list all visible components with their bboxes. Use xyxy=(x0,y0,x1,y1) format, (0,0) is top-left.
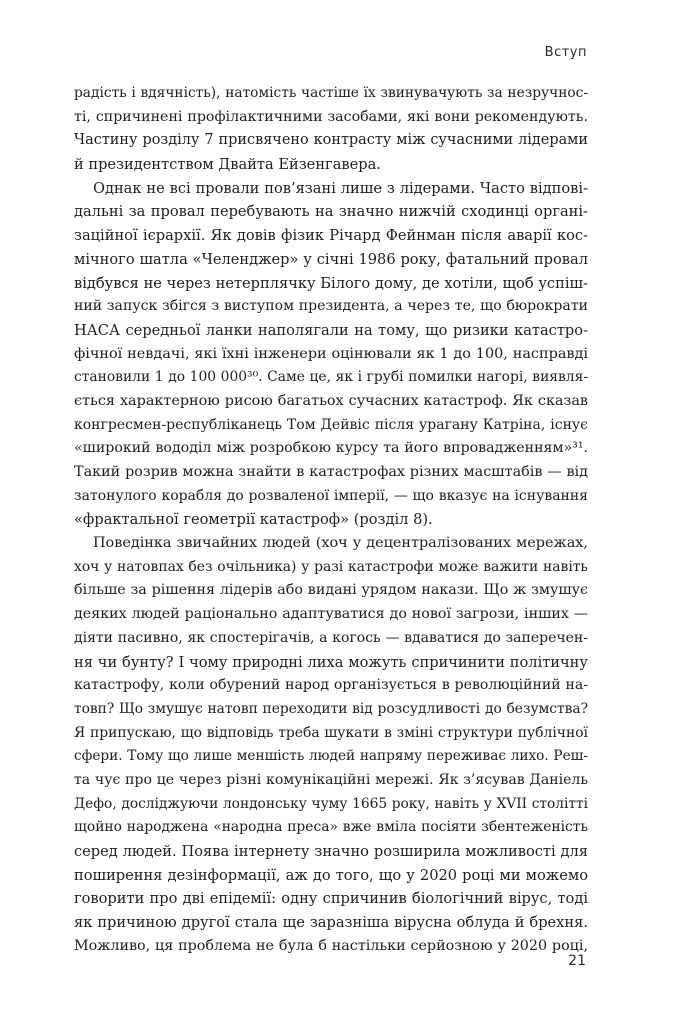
text-line: більше за рішення лідерів або видані урядом накази. Що ж змушує xyxy=(74,582,588,599)
page-number: 21 xyxy=(568,953,586,969)
text-line: заційної ієрархії. Як довів фізик Річард Фейнман після аварії кос- xyxy=(74,227,588,245)
text-line: як причиною другої стала ще заразніша вірусна облуда й брехня. xyxy=(74,914,588,932)
text-line: фічної невдачі, які їхні інженери оцінювали як 1 до 100, насправді xyxy=(74,345,588,362)
text-line: говорити про дві епідемії: одну спричинив біологічний вірус, тоді xyxy=(74,890,588,908)
text-line: Поведінка звичайних людей (хоч у децентралізованих мережах, xyxy=(93,535,588,552)
text-line: дальні за провал перебувають на значно нижчій сходинці органі- xyxy=(74,203,588,221)
text-line: Дефо, досліджуючи лондонську чуму 1665 року, навіть у XVII столітті xyxy=(74,795,588,812)
text-line: діяти пасивно, як спостерігачів, а когось — вдаватися до заперечен- xyxy=(74,629,588,646)
text-line: Такий розрив можна знайти в катастрофах різних масштабів — від xyxy=(74,464,588,480)
text-line: відбувся не через нетерплячку Білого дому, де хотіли, щоб успіш- xyxy=(74,274,588,292)
text-line: поширення дезінформації, аж до того, що у 2020 році ми можемо xyxy=(74,866,588,884)
text-line: та чує про це через різні комунікаційні мережі. Як з’ясував Даніель xyxy=(74,771,588,788)
text-line: Частину розділу 7 присвячено контрасту між сучасними лідерами xyxy=(74,132,588,149)
text-line: товп? Що змушує натовп переходити від розсудливості до безумства? xyxy=(74,700,588,717)
text-line: Однак не всі провали пов’язані лише з лідерами. Часто відпові- xyxy=(93,179,588,197)
text-line: затонулого корабля до розваленої імперії, — що вказує на існування xyxy=(74,487,588,504)
text-line: Можливо, ця проблема не була б настільки серйозною у 2020 році, xyxy=(74,937,588,954)
text-line: конгресмен-республіканець Том Дейвіс після урагану Катріна, існує xyxy=(74,416,588,433)
text-line: катастрофу, коли обурений народ організується в революційний на- xyxy=(74,677,588,694)
text-line: «широкий вододіл між розробкою курсу та його впровадженням»³¹. xyxy=(74,440,588,457)
text-line: ний запуск збігся з виступом президента, а через те, що бюрократи xyxy=(74,298,588,315)
text-line: мічного шатла «Челенджер» у січні 1986 року, фатальний провал xyxy=(74,250,588,268)
text-line: хоч у натовпах без очільника) у разі катастрофи може важити навіть xyxy=(74,558,588,575)
text-line: становили 1 до 100 000³⁰. Саме це, як і грубі помилки нагорі, виявля- xyxy=(74,369,588,386)
text-line: ня чи бунту? І чому природні лиха можуть спричинити політичну xyxy=(74,653,588,671)
text-line: й президентством Двайта Ейзенгавера. xyxy=(74,156,381,174)
running-head: Вступ xyxy=(544,45,587,60)
body-text xyxy=(74,82,588,958)
text-line: «фрактальної геометрії катастроф» (розділ 8). xyxy=(74,511,433,529)
text-line: Я припускаю, що відповідь треба шукати в зміні структури публічної xyxy=(74,724,588,741)
text-line: сфери. Тому що лише меншість людей напряму переживає лихо. Реш- xyxy=(74,748,588,765)
text-line: деяких людей раціонально адаптуватися до нової загрози, інших — xyxy=(74,606,588,623)
text-line: серед людей. Поява інтернету значно розширила можливості для xyxy=(74,843,588,860)
text-line: ється характерною рисою багатьох сучасних катастроф. Як сказав xyxy=(74,392,588,409)
text-line: щойно народжена «народна преса» вже вміла посіяти збентеженість xyxy=(74,819,588,836)
text-line: НАСА середньої ланки наполягали на тому, що ризики катастро- xyxy=(74,321,588,339)
text-line: радість і вдячність), натомість частіше їх звинувачують за незручнос- xyxy=(74,85,588,101)
text-line: ті, спричинені профілактичними засобами, які вони рекомендують. xyxy=(74,108,588,125)
